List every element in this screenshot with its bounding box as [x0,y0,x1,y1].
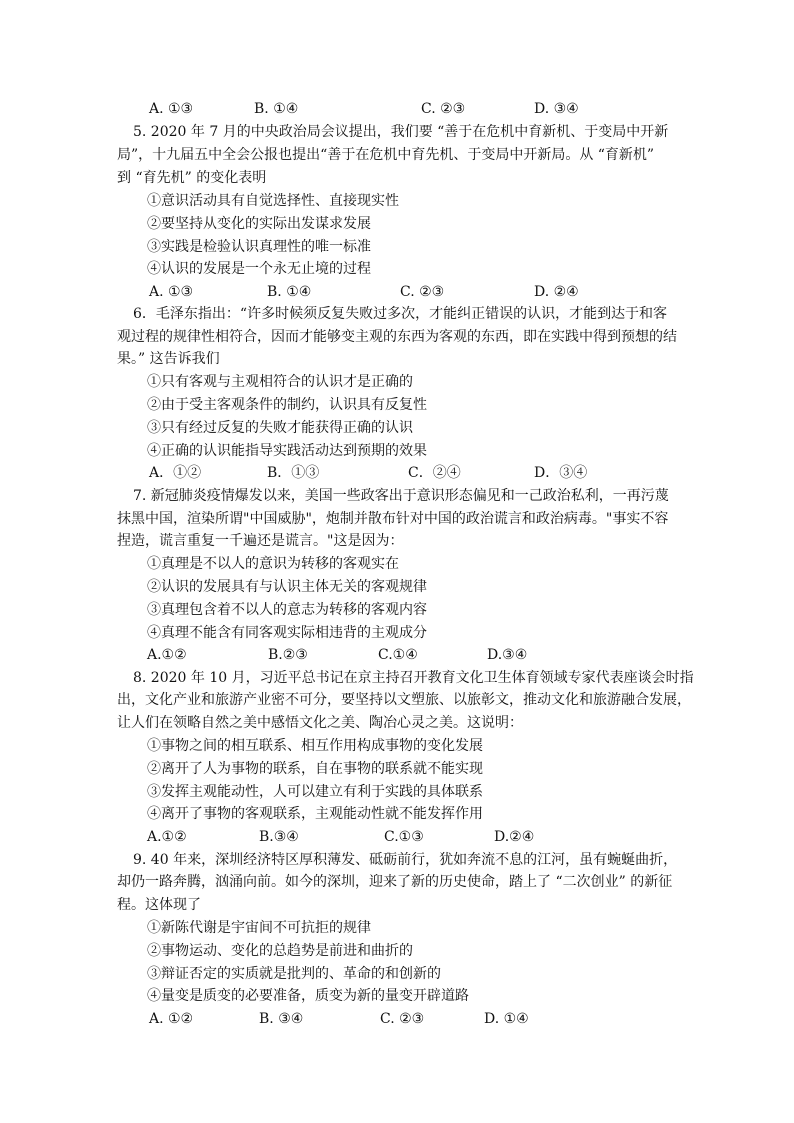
choice-item: ④认识的发展是一个永无止境的过程 [147,261,371,277]
choice-item: ②事物运动、变化的总趋势是前进和曲折的 [147,943,413,959]
option-a: A.①② [147,647,187,663]
question-stem-line: 果。” 这告诉我们 [117,351,220,367]
choice-item: ①意识活动具有自觉选择性、直接现实性 [147,193,399,209]
option-d: D. ②④ [534,284,579,300]
question-stem-line: 8. 2020 年 10 月，习近平总书记在京主持召开教育文化卫生体育领域专家代表座谈会时指 [133,670,694,686]
choice-item: ①新陈代谢是宇宙间不可抗拒的规律 [147,920,371,936]
option-b: B. ③④ [259,1011,304,1027]
choice-item: ①事物之间的相互联系、相互作用构成事物的变化发展 [147,738,483,754]
option-d: D. ①④ [484,1011,529,1027]
option-b: B．①③ [267,465,320,481]
question-stem-line: 7. 新冠肺炎疫情爆发以来，美国一些政客出于意识形态偏见和一己政治私利，一再污蔑 [133,488,669,504]
option-c: C. ②③ [400,284,445,300]
option-c: C.①③ [384,829,424,845]
question-stem-line: 让人们在领略自然之美中感悟文化之美、陶冶心灵之美。这说明： [117,715,523,731]
question-stem-line: 观过程的规律性相符合，因而才能够变主观的东西为客观的东西，即在实践中得到预想的结 [117,329,677,345]
choice-item: ④量变是质变的必要准备，质变为新的量变开辟道路 [147,988,469,1004]
choice-item: ②认识的发展具有与认识主体无关的客观规律 [147,579,427,595]
question-stem-line: 5. 2020 年 7 月的中央政治局会议提出，我们要 “善于在危机中育新机、于变局中开新 [133,124,669,140]
question-stem-line: 9. 40 年来，深圳经济特区厚积薄发、砥砺前行，犹如奔流不息的江河，虽有蜿蜒曲折， [133,852,678,868]
question-stem-line: 6．毛泽东指出：“许多时候须反复失败过多次，才能纠正错误的认识，才能到达于和客 [133,306,668,322]
choice-item: ③辩证否定的实质就是批判的、革命的和创新的 [147,966,441,982]
option-a: A. ①③ [149,101,194,117]
choice-item: ①只有客观与主观相符合的认识才是正确的 [147,374,413,390]
option-b: B. ①④ [254,101,299,117]
option-c: C．②④ [408,465,461,481]
option-d: D. ③④ [534,101,579,117]
option-d: D.②④ [494,829,535,845]
choice-item: ②要坚持从变化的实际出发谋求发展 [147,216,371,232]
question-stem-line: 捏造，谎言重复一千遍还是谎言。"这是因为： [117,533,404,549]
question-stem-line: 局”，十九届五中全会公报也提出“善于在危机中育先机、于变局中开新局。从 “育新机” [117,147,655,163]
choice-item: ④正确的认识能指导实践活动达到预期的效果 [147,443,427,459]
option-a: A. ①② [149,1011,194,1027]
choice-item: ②离开了人为事物的联系，自在事物的联系就不能实现 [147,761,483,777]
option-d: D.③④ [487,647,528,663]
question-stem-line: 到 “育先机” 的变化表明 [117,170,267,186]
choice-item: ③只有经过反复的失败才能获得正确的认识 [147,420,413,436]
choice-item: ①真理是不以人的意识为转移的客观实在 [147,556,399,572]
option-b: B. ①④ [267,284,312,300]
choice-item: ③发挥主观能动性，人可以建立有利于实践的具体联系 [147,784,483,800]
option-c: C. ②③ [421,101,466,117]
option-a: A. ①③ [149,284,194,300]
option-a: A．①② [149,465,202,481]
option-a: A.①② [147,829,187,845]
option-b: B.②③ [268,647,308,663]
choice-item: ②由于受主客观条件的制约，认识具有反复性 [147,397,427,413]
choice-item: ④真理不能含有同客观实际相违背的主观成分 [147,625,427,641]
question-stem-line: 抹黑中国，渲染所谓"中国威胁"，炮制并散布针对中国的政治谎言和政治病毒。"事实不容 [117,511,669,527]
question-stem-line: 出，文化产业和旅游产业密不可分，要坚持以文塑旅、以旅彰文，推动文化和旅游融合发展， [117,692,691,708]
question-stem-line: 程。这体现了 [117,897,201,913]
choice-item: ③实践是检验认识真理性的唯一标准 [147,239,371,255]
choice-item: ③真理包含着不以人的意志为转移的客观内容 [147,602,427,618]
choice-item: ④离开了事物的客观联系，主观能动性就不能发挥作用 [147,806,483,822]
option-d: D．③④ [534,465,588,481]
option-b: B.③④ [259,829,299,845]
option-c: C. ②③ [380,1011,425,1027]
question-stem-line: 却仍一路奔腾，汹涌向前。如今的深圳，迎来了新的历史使命，踏上了 “二次创业” 的新征 [117,874,673,890]
option-c: C.①④ [378,647,418,663]
